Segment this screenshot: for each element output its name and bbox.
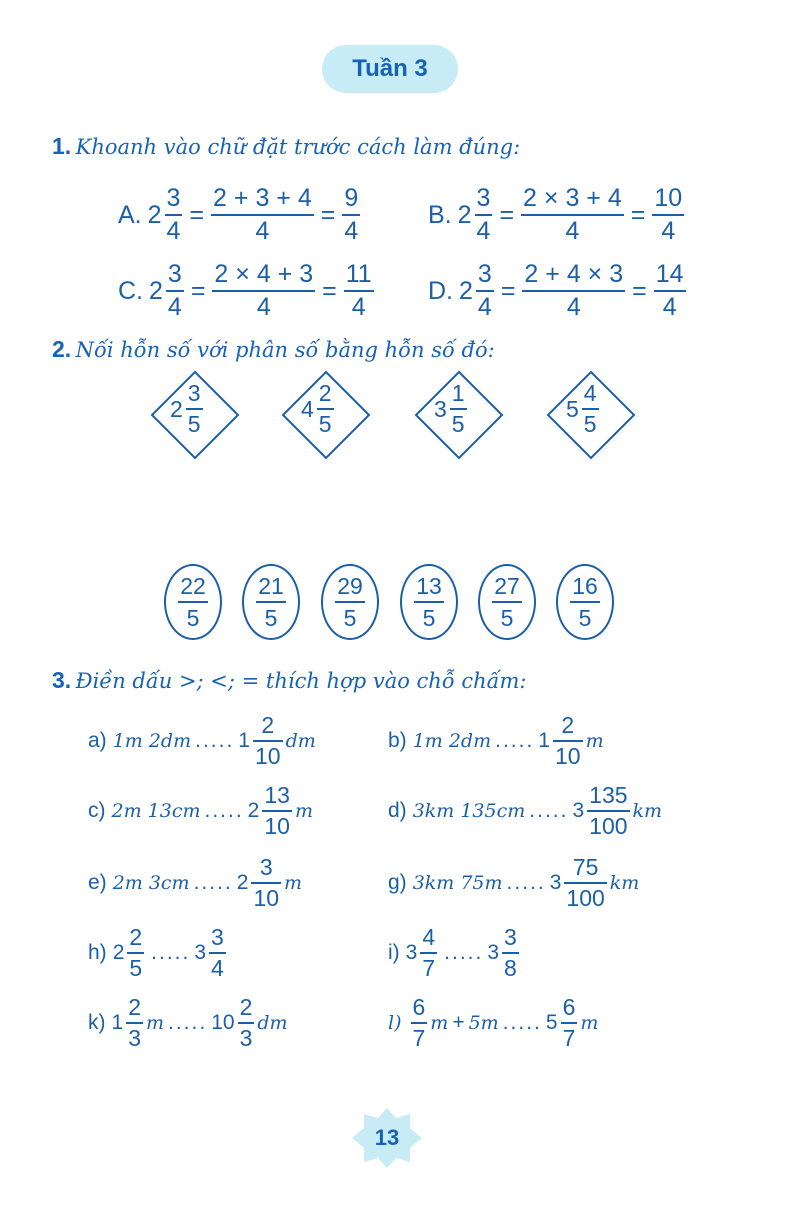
option-label: C. <box>118 276 143 305</box>
whole: 2 <box>236 871 249 894</box>
answer-dots[interactable]: ..... <box>151 941 191 964</box>
answer-dots[interactable]: ..... <box>195 729 235 752</box>
unit: km <box>609 872 640 894</box>
fraction: $\frac{3}{5}$ <box>187 380 201 437</box>
whole: 10 <box>211 1011 235 1034</box>
unit: m <box>580 1012 599 1034</box>
week-badge <box>322 45 458 93</box>
q1-option-a[interactable]: A. 2 $\frac{3}{4}$ = $\frac{2 + 3 + 4}{4}$ = $\frac{9}{4}$ <box>118 184 359 245</box>
whole: 2 <box>112 941 125 964</box>
plus-sign: + <box>452 1011 465 1034</box>
q2-number: 2. <box>52 336 72 362</box>
item-label: c) <box>88 799 106 822</box>
answer-dots[interactable]: ..... <box>444 941 484 964</box>
page-number <box>352 1108 422 1168</box>
q3-item-i[interactable]: i) 3 $\frac{4}{7}$ ..... 3 $\frac{3}{8}$ <box>388 924 517 981</box>
item-label: d) <box>388 799 407 822</box>
whole: 2 <box>457 200 472 229</box>
item-label: g) <box>388 871 407 894</box>
q3-item-l[interactable]: l) $\frac{6}{7}$ m + 5m ..... 5 $\frac{6}{7}$ m <box>388 994 599 1051</box>
whole: 3 <box>549 871 562 894</box>
q3-item-b[interactable]: b) 1m 2dm ..... 1 $\frac{2}{10}$ m <box>388 712 604 769</box>
item-label: b) <box>388 729 407 752</box>
mixed-number-4[interactable] <box>566 382 602 436</box>
fraction: $\frac{1}{5}$ <box>451 380 465 437</box>
whole: 2 <box>170 395 183 422</box>
answer-dots[interactable]: ..... <box>502 1011 542 1034</box>
answer-dots[interactable]: ..... <box>529 799 569 822</box>
fraction: $\frac{3}{4}$ <box>476 184 491 245</box>
whole: 3 <box>572 799 585 822</box>
item-label: k) <box>88 1011 106 1034</box>
fraction-oval-2[interactable]: $\frac{21}{5}$ <box>242 564 300 640</box>
fraction: $\frac{4}{5}$ <box>583 380 597 437</box>
whole: 3 <box>487 941 500 964</box>
whole: 3 <box>194 941 207 964</box>
q3-item-k[interactable]: k) 1 $\frac{2}{3}$ m ..... 10 $\frac{2}{3}$ dm <box>88 994 288 1051</box>
q3-item-c[interactable]: c) 2m 13cm ..... 2 $\frac{13}{10}$ m <box>88 782 313 839</box>
page-number-text: 13 <box>374 1125 400 1150</box>
q1-option-d[interactable]: D. 2 $\frac{3}{4}$ = $\frac{2 + 4 \times 3}{4}$ = $\frac{14}{4}$ <box>428 260 684 321</box>
whole: 1 <box>111 1011 124 1034</box>
q1-number: 1. <box>52 133 72 159</box>
option-label: A. <box>118 200 142 229</box>
answer-dots[interactable]: ..... <box>506 871 546 894</box>
item-label: h) <box>88 941 107 964</box>
whole: 5 <box>566 395 579 422</box>
fraction-oval-3[interactable]: $\frac{29}{5}$ <box>321 564 379 640</box>
whole: 3 <box>434 395 447 422</box>
left-expr: 1m 2dm <box>412 730 492 752</box>
q3-item-h[interactable]: h) 2 $\frac{2}{5}$ ..... 3 $\frac{3}{4}$ <box>88 924 224 981</box>
item-label: a) <box>88 729 107 752</box>
item-label: l) <box>388 1012 402 1034</box>
left-expr: 2m 3cm <box>112 872 190 894</box>
left-expr: 1m 2dm <box>112 730 192 752</box>
unit: m <box>145 1012 165 1034</box>
mid-term: 5m <box>468 1012 499 1034</box>
whole: 2 <box>147 200 162 229</box>
fraction: $\frac{2}{5}$ <box>318 380 332 437</box>
fraction: $\frac{10}{4}$ <box>654 184 683 245</box>
unit: dm <box>285 730 316 752</box>
whole: 1 <box>238 729 250 752</box>
whole: 2 <box>247 799 260 822</box>
whole: 4 <box>301 395 314 422</box>
option-label: D. <box>428 276 453 305</box>
q1-prompt: Khoanh vào chữ đặt trước cách làm đúng: <box>75 135 521 159</box>
unit: m <box>294 800 313 822</box>
q3-prompt: Điền dấu >; <; = thích hợp vào chỗ chấm: <box>75 669 527 693</box>
option-label: B. <box>428 200 452 229</box>
left-expr: 3km 75m <box>412 872 503 894</box>
fraction: $\frac{9}{4}$ <box>344 184 359 245</box>
fraction-oval-6[interactable]: $\frac{16}{5}$ <box>556 564 614 640</box>
fraction: $\frac{2 \times 3 + 4}{4}$ <box>523 184 622 245</box>
mixed-number-2[interactable] <box>301 382 337 436</box>
unit: dm <box>257 1012 288 1034</box>
unit: m <box>430 1012 449 1034</box>
whole: 2 <box>149 276 163 305</box>
fraction-oval-5[interactable]: $\frac{27}{5}$ <box>478 564 536 640</box>
fraction: $\frac{3}{4}$ <box>477 260 492 321</box>
fraction: $\frac{2 + 3 + 4}{4}$ <box>213 184 312 245</box>
unit: m <box>585 730 604 752</box>
whole: 3 <box>405 941 418 964</box>
week-title: Tuần 3 <box>352 55 428 82</box>
q3-item-g[interactable]: g) 3km 75m ..... 3 $\frac{75}{100}$ km <box>388 854 640 911</box>
q1-option-b[interactable]: B. 2 $\frac{3}{4}$ = $\frac{2 \times 3 + 4}{4}$ = $\frac{10}{4}$ <box>428 184 683 245</box>
whole: 1 <box>538 729 550 752</box>
mixed-number-3[interactable] <box>434 382 470 436</box>
answer-dots[interactable]: ..... <box>204 799 244 822</box>
unit: km <box>632 800 663 822</box>
fraction: $\frac{11}{4}$ <box>345 260 372 321</box>
q3-heading <box>52 667 526 694</box>
q3-number: 3. <box>52 667 72 693</box>
item-label: i) <box>388 941 400 964</box>
q2-heading <box>52 336 495 363</box>
q3-item-e[interactable]: e) 2m 3cm ..... 2 $\frac{3}{10}$ m <box>88 854 303 911</box>
q3-item-a[interactable]: a) 1m 2dm ..... 1 $\frac{2}{10}$ dm <box>88 712 316 769</box>
item-label: e) <box>88 871 107 894</box>
fraction: $\frac{3}{4}$ <box>166 184 181 245</box>
left-expr: 3km 135cm <box>412 800 526 822</box>
fraction: $\frac{2 \times 4 + 3}{4}$ <box>214 260 314 321</box>
q1-heading <box>52 133 520 160</box>
unit: m <box>284 872 303 894</box>
whole: 2 <box>459 276 473 305</box>
fraction: $\frac{3}{4}$ <box>167 260 182 321</box>
left-expr: 2m 13cm <box>111 800 201 822</box>
mixed-number-1[interactable] <box>170 382 206 436</box>
whole: 5 <box>545 1011 558 1034</box>
answer-dots[interactable]: ..... <box>495 729 535 752</box>
q3-item-d[interactable]: d) 3km 135cm ..... 3 $\frac{135}{100}$ km <box>388 782 663 839</box>
answer-dots[interactable]: ..... <box>193 871 233 894</box>
fraction-oval-1[interactable]: $\frac{22}{5}$ <box>164 564 222 640</box>
answer-dots[interactable]: ..... <box>168 1011 208 1034</box>
q1-option-c[interactable]: C. 2 $\frac{3}{4}$ = $\frac{2 \times 4 + 3}{4}$ = $\frac{11}{4}$ <box>118 260 372 321</box>
fraction-oval-4[interactable]: $\frac{13}{5}$ <box>400 564 458 640</box>
fraction: $\frac{2 + 4 \times 3}{4}$ <box>524 260 624 321</box>
q2-prompt: Nối hỗn số với phân số bằng hỗn số đó: <box>75 338 495 362</box>
fraction: $\frac{14}{4}$ <box>655 260 684 321</box>
